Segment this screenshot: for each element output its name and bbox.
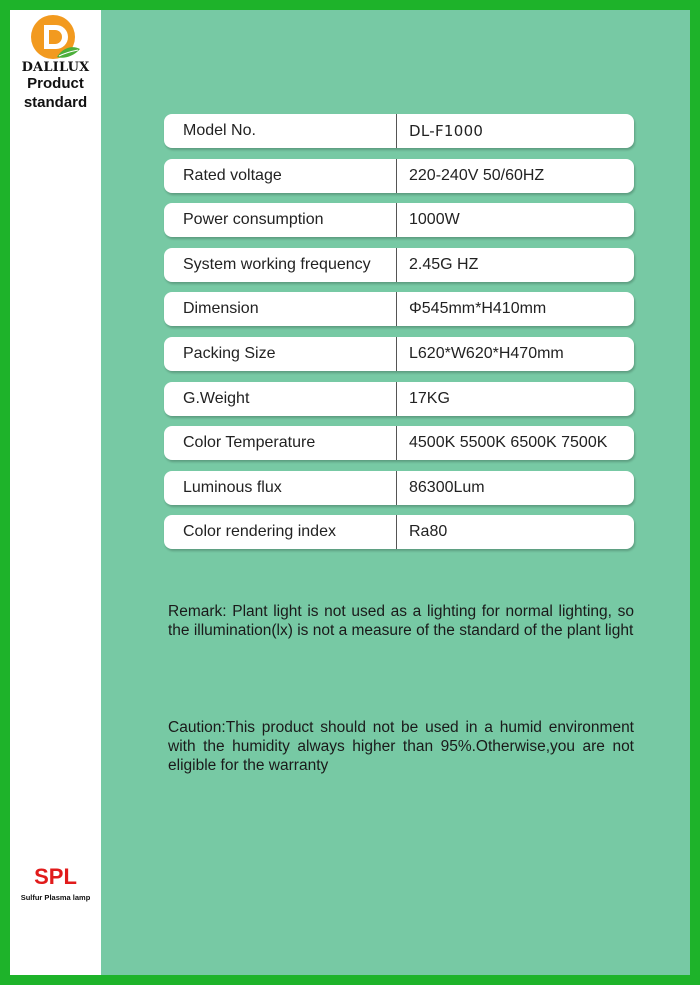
spec-label: System working frequency — [183, 255, 371, 273]
row-divider — [396, 248, 397, 282]
spec-row — [164, 203, 634, 237]
spec-label: Color rendering index — [183, 523, 336, 541]
row-divider — [396, 382, 397, 416]
spec-label: Packing Size — [183, 345, 276, 362]
spec-label: Dimension — [183, 300, 259, 318]
spec-value: 1000W — [409, 211, 460, 229]
spec-row — [164, 426, 634, 460]
dalilux-logo-icon — [29, 13, 81, 65]
spec-row — [164, 382, 634, 416]
caution-text: Caution:This product should not be used in a humid environment with the humidity always higher than 95%.Otherwise,you are not eligible for the warranty — [168, 719, 634, 774]
spec-row — [164, 292, 634, 326]
spec-row — [164, 471, 634, 505]
spec-value: 2.45G HZ — [409, 255, 479, 273]
row-divider — [396, 471, 397, 505]
spec-value: 4500K 5500K 6500K 7500K — [409, 434, 608, 452]
spec-value: DL-F1000 — [409, 122, 484, 140]
spec-value: Ra80 — [409, 523, 448, 541]
row-divider — [396, 203, 397, 237]
row-divider — [396, 292, 397, 326]
spec-label: G.Weight — [183, 389, 250, 407]
spec-row — [164, 515, 634, 549]
row-divider — [396, 337, 397, 371]
page-title: Product standard — [23, 75, 88, 111]
spec-label: Color Temperature — [183, 434, 316, 452]
row-divider — [396, 426, 397, 460]
spec-label: Model No. — [183, 122, 256, 139]
spl-fullname: Sulfur Plasma lamp — [20, 893, 91, 902]
spec-label: Power consumption — [183, 211, 324, 229]
spl-label: SPL — [34, 864, 77, 889]
spec-value: 17KG — [409, 389, 450, 407]
spec-label: Rated voltage — [183, 166, 282, 184]
row-divider — [396, 159, 397, 193]
spec-row — [164, 114, 634, 148]
remark-text: Remark: Plant light is not used as a lighting for normal lighting, so the illumination(lx) is not a measure of the standard of the plant light — [168, 603, 634, 639]
spec-value: Φ545mm*H410mm — [409, 300, 547, 318]
spec-value: 220-240V 50/60HZ — [409, 166, 545, 184]
spec-row — [164, 337, 634, 371]
row-divider — [396, 515, 397, 549]
spec-value: L620*W620*H470mm — [409, 345, 564, 362]
spec-value: 86300Lum — [409, 478, 485, 496]
sidebar — [10, 10, 101, 975]
row-divider — [396, 114, 397, 148]
brand-name: DALILUX — [21, 60, 90, 75]
spec-row — [164, 248, 634, 282]
spec-label: Luminous flux — [183, 478, 282, 496]
spec-row — [164, 159, 634, 193]
